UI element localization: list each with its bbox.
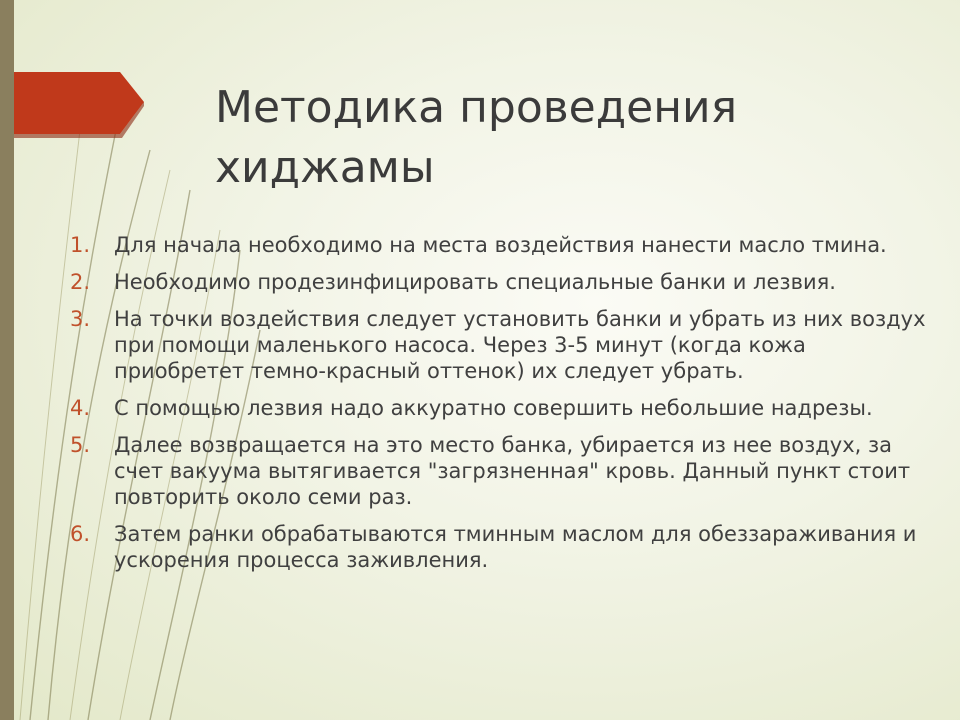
step-number: 4. (70, 396, 91, 420)
step-number: 6. (70, 522, 91, 546)
step-text: Далее возвращается на это место банка, убирается из нее воздух, за счет вакуума вытягивается "загрязненная" кровь. Данный пункт стоит повторить около семи раз. (114, 433, 911, 509)
steps-list (70, 232, 930, 584)
list-item (70, 269, 930, 295)
list-item (70, 395, 930, 421)
step-number: 1. (70, 233, 91, 257)
slide-title: Методика проведения хиджамы (215, 82, 738, 193)
list-item (70, 232, 930, 258)
step-number: 5. (70, 433, 91, 457)
step-text: Затем ранки обрабатываются тминным маслом для обеззараживания и ускорения процесса заживления. (114, 522, 917, 572)
step-text: На точки воздействия следует установить банки и убрать из них воздух при помощи маленького насоса. Через 3-5 минут (когда кожа приобретет темно-красный оттенок) их следует убрать. (114, 307, 926, 383)
accent-ribbon (14, 72, 144, 134)
list-item (70, 306, 930, 384)
list-item (70, 432, 930, 510)
step-number: 2. (70, 270, 91, 294)
step-number: 3. (70, 307, 91, 331)
list-item (70, 521, 930, 573)
step-text: С помощью лезвия надо аккуратно совершить небольшие надрезы. (114, 396, 873, 420)
step-text: Для начала необходимо на места воздействия нанести масло тмина. (114, 233, 887, 257)
step-text: Необходимо продезинфицировать специальные банки и лезвия. (114, 270, 836, 294)
